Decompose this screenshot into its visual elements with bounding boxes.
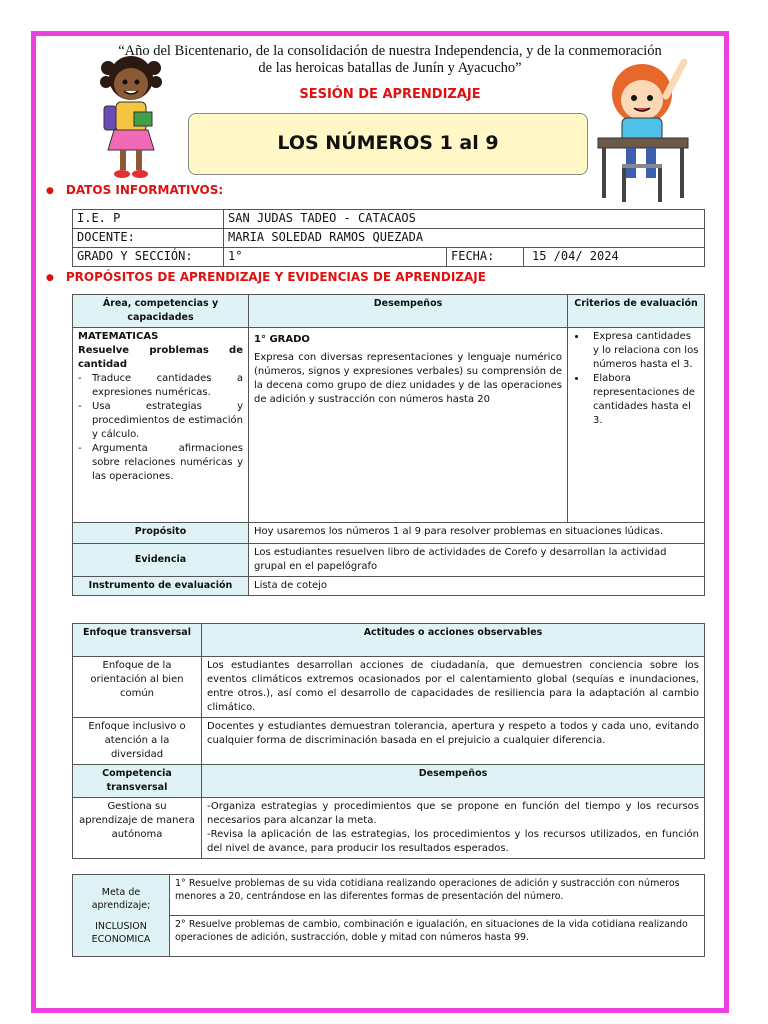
header-area: Área, competencias y capacidades bbox=[73, 295, 249, 328]
table-row bbox=[73, 577, 705, 596]
header-competencia: Competencia transversal bbox=[73, 765, 202, 798]
table-row bbox=[73, 229, 705, 248]
enfoque-inclusivo-text: Docentes y estudiantes demuestran tolerancia, apertura y respeto a todos y cada uno, evitando cualquier forma de discriminación basada en el prejuicio a cualquier diferencia. bbox=[202, 718, 705, 765]
competencia-text-2: -Revisa la aplicación de las estrategias, los procedimientos y los recursos utilizados, en función del nivel de avance, para producir los resultados esperados. bbox=[207, 829, 699, 854]
header-criterios: Criterios de evaluación bbox=[568, 295, 705, 328]
docente-label: DOCENTE: bbox=[73, 229, 224, 248]
table-row bbox=[73, 798, 705, 859]
evidencia-label: Evidencia bbox=[73, 544, 249, 577]
grado-label: GRADO Y SECCIÓN: bbox=[73, 248, 224, 267]
bullet-icon: ● bbox=[46, 272, 54, 283]
fecha-value: 15 /04/ 2024 bbox=[524, 248, 705, 267]
competencia-label: Gestiona su aprendizaje de manera autónoma bbox=[73, 798, 202, 859]
proposito-value: Hoy usaremos los números 1 al 9 para resolver problemas en situaciones lúdicas. bbox=[249, 523, 705, 544]
docente-value: MARIA SOLEDAD RAMOS QUEZADA bbox=[224, 229, 705, 248]
enfoques-table bbox=[72, 623, 705, 859]
evidencia-value: Los estudiantes resuelven libro de actividades de Corefo y desarrollan la actividad grupal en el papelógrafo bbox=[249, 544, 705, 577]
table-header-row bbox=[73, 295, 705, 328]
meta-table bbox=[72, 874, 705, 957]
section-propositos-label: PROPÓSITOS DE APRENDIZAJE Y EVIDENCIAS DE APRENDIZAJE bbox=[65, 270, 486, 284]
title-box bbox=[188, 113, 588, 175]
criterios-list bbox=[573, 330, 699, 428]
ie-label: I.E. P bbox=[73, 210, 224, 229]
page-title: LOS NÚMEROS 1 al 9 bbox=[277, 132, 499, 154]
meta-1: 1° Resuelve problemas de su vida cotidiana realizando operaciones de adición y sustracción con números menores a 20, centrándose en las diferentes formas de presentación del número. bbox=[170, 875, 705, 916]
table-row bbox=[73, 875, 705, 916]
area-name: MATEMATICAS bbox=[78, 331, 159, 342]
section-datos bbox=[46, 183, 223, 197]
table-row bbox=[73, 248, 705, 267]
list-item: - Traduce cantidades a expresiones numéricas. bbox=[78, 372, 243, 400]
instrumento-label: Instrumento de evaluación bbox=[73, 577, 249, 596]
instrumento-value: Lista de cotejo bbox=[249, 577, 705, 596]
header-desempenos-transversal: Desempeños bbox=[202, 765, 705, 798]
section-propositos bbox=[46, 270, 486, 284]
competencia-text-1: -Organiza estrategias y procedimientos que se propone en función del tiempo y los recursos necesarios para alcanzar la meta. bbox=[207, 801, 699, 826]
table-row bbox=[73, 328, 705, 523]
bullet-icon: ● bbox=[46, 185, 54, 196]
ie-value: SAN JUDAS TADEO - CATACAOS bbox=[224, 210, 705, 229]
meta-2: 2° Resuelve problemas de cambio, combinación e igualación, en situaciones de la vida cotidiana realizando operaciones de adición, sustracción, doble y mitad con números hasta 99. bbox=[170, 916, 705, 957]
competencia-name: Resuelve problemas de cantidad bbox=[78, 345, 243, 370]
info-table bbox=[72, 209, 705, 267]
meta-label: Meta de aprendizaje; bbox=[91, 886, 151, 911]
motto-line-1: “Año del Bicentenario, de la consolidación de nuestra Independencia, y de la conmemoración bbox=[118, 43, 662, 59]
table-row bbox=[73, 718, 705, 765]
table-row bbox=[73, 523, 705, 544]
list-item: - Argumenta afirmaciones sobre relaciones numéricas y las operaciones. bbox=[78, 442, 243, 484]
grado-heading: 1° GRADO bbox=[254, 334, 310, 345]
motto bbox=[90, 43, 690, 77]
list-item: • Expresa cantidades y lo relaciona con los números hasta el 3. bbox=[587, 330, 699, 372]
enfoque-bien-comun-text: Los estudiantes desarrollan acciones de ciudadanía, que demuestren conciencia sobre los eventos climáticos extremos ocasionados por el calentamiento global (sequías e inundaciones, entre otros.), así como el desarrollo de capacidades de resiliencia para la adaptación al cambio climático. bbox=[202, 657, 705, 718]
motto-line-2: de las heroicas batallas de Junín y Ayacucho” bbox=[258, 60, 522, 76]
girl-at-desk-illustration bbox=[592, 56, 692, 206]
header-desempenos: Desempeños bbox=[249, 295, 568, 328]
list-item: - Usa estrategias y procedimientos de estimación y cálculo. bbox=[78, 400, 243, 442]
desempeno-text: Expresa con diversas representaciones y lenguaje numérico (números, signos y expresiones verbales) su comprensión de la decena como grupo de diez unidades y de las operaciones de adición y sustracción con números hasta 20 bbox=[254, 352, 562, 405]
enfoque-bien-comun-label: Enfoque de la orientación al bien común bbox=[73, 657, 202, 718]
table-row bbox=[73, 657, 705, 718]
propositos-table bbox=[72, 294, 705, 596]
area-cell bbox=[73, 328, 249, 523]
list-item: • Elabora representaciones de cantidades hasta el 3. bbox=[587, 372, 699, 428]
header-enfoque: Enfoque transversal bbox=[73, 624, 202, 657]
header-actitudes: Actitudes o acciones observables bbox=[202, 624, 705, 657]
table-header-row bbox=[73, 765, 705, 798]
competencia-text bbox=[202, 798, 705, 859]
proposito-label: Propósito bbox=[73, 523, 249, 544]
grado-value: 1° bbox=[224, 248, 447, 267]
section-datos-label: DATOS INFORMATIVOS: bbox=[65, 183, 224, 197]
table-row bbox=[73, 544, 705, 577]
table-row bbox=[73, 210, 705, 229]
desempeno-cell bbox=[249, 328, 568, 523]
inclusion-label: INCLUSION ECONOMICA bbox=[91, 920, 151, 945]
criterios-cell bbox=[568, 328, 705, 523]
fecha-label: FECHA: bbox=[447, 248, 524, 267]
session-heading: SESIÓN DE APRENDIZAJE bbox=[299, 87, 481, 102]
meta-label-cell bbox=[73, 875, 170, 957]
capacidades-list bbox=[78, 372, 243, 484]
table-header-row bbox=[73, 624, 705, 657]
enfoque-inclusivo-label: Enfoque inclusivo o atención a la diversidad bbox=[73, 718, 202, 765]
